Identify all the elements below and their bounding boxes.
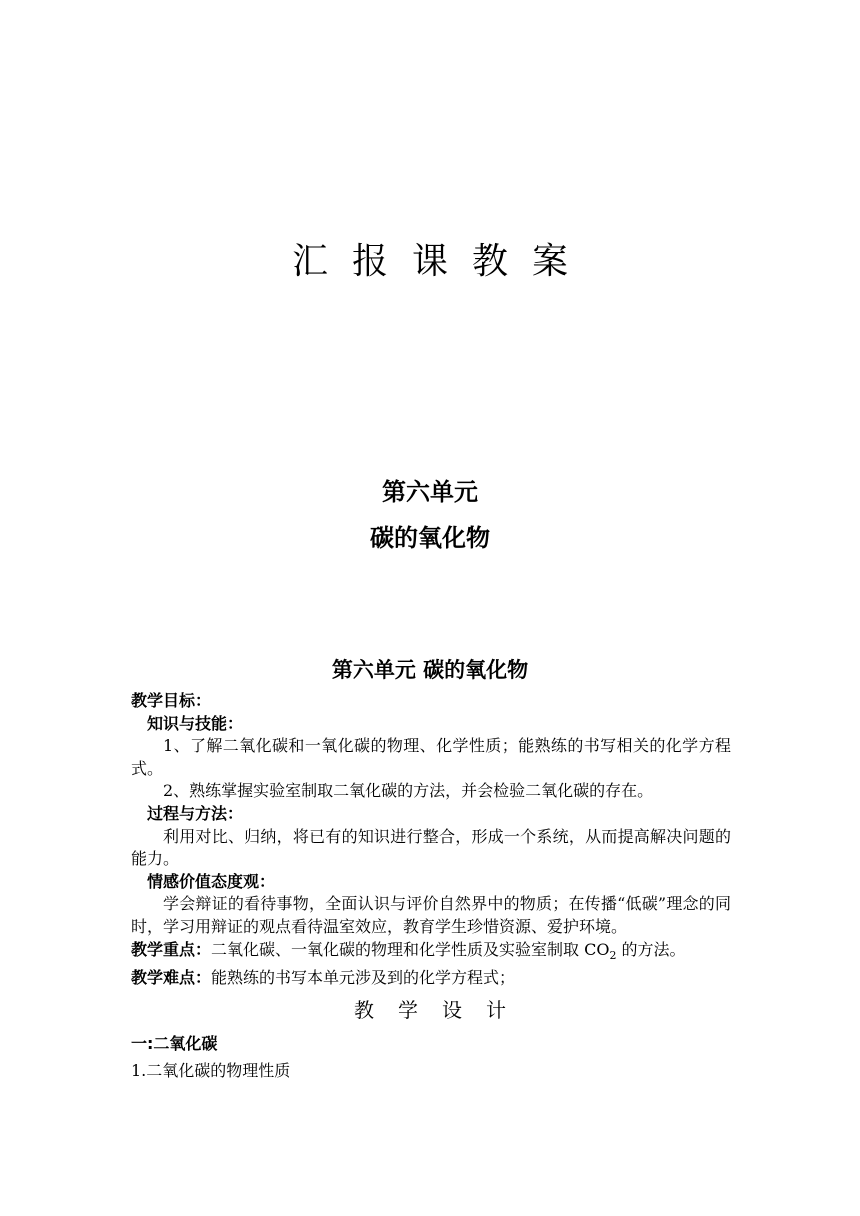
cover-title-char: 汇 [291, 241, 328, 282]
cover-unit: 第六单元 [382, 478, 478, 506]
cover-title-char: 课 [411, 241, 448, 282]
key-point-text: 二氧化碳、一氧化碳的物理和化学性质及实验室制取 CO [211, 939, 610, 959]
key-point-label: 教学重点： [131, 939, 212, 959]
objectives-label: 教学目标： [131, 691, 212, 710]
process-text: 利用对比、归纳，将已有的知识进行整合，形成一个系统，从而提高解决问题的能力。 [131, 826, 731, 869]
cover-topic: 碳的氧化物 [370, 524, 490, 552]
subsection-1-title: 1.二氧化碳的物理性质 [131, 1061, 291, 1080]
emotion-text: 学会辩证的看待事物，全面认识与评价自然界中的物质；在传播“低碳”理念的同时，学习用辩证的观点看待温室效应，教育学生珍惜资源、爱护环境。 [131, 894, 731, 936]
design-char: 学 [398, 998, 418, 1022]
section-1-title: 一:二氧化碳 [131, 1034, 218, 1053]
difficulty-label: 教学难点： [131, 968, 212, 988]
difficulty-text: 能熟练的书写本单元涉及到的化学方程式； [211, 968, 516, 988]
emotion-label: 情感价值态度观： [147, 871, 276, 891]
cover-title [0, 236, 860, 288]
section-heading: 第六单元 碳的氧化物 [331, 658, 529, 682]
process-label: 过程与方法： [147, 803, 244, 823]
knowledge-label: 知识与技能： [147, 713, 244, 733]
design-char: 计 [486, 998, 506, 1022]
design-heading [0, 994, 860, 1023]
key-point-subscript: 2 [609, 948, 617, 962]
design-char: 教 [354, 998, 374, 1022]
difficulty [131, 967, 731, 990]
key-point-text-end: 的方法。 [616, 939, 686, 959]
cover-title-char: 报 [351, 241, 388, 282]
knowledge-item-1: 1、了解二氧化碳和一氧化碳的物理、化学性质；能熟练的书写相关的化学方程式。 [131, 736, 731, 778]
cover-title-char: 案 [532, 241, 569, 282]
design-char: 设 [442, 998, 462, 1022]
knowledge-item-2: 2、熟练掌握实验室制取二氧化碳的方法，并会检验二氧化碳的存在。 [163, 781, 654, 801]
key-point [131, 939, 731, 968]
lesson-body [131, 690, 731, 990]
cover-title-char: 教 [472, 241, 509, 282]
